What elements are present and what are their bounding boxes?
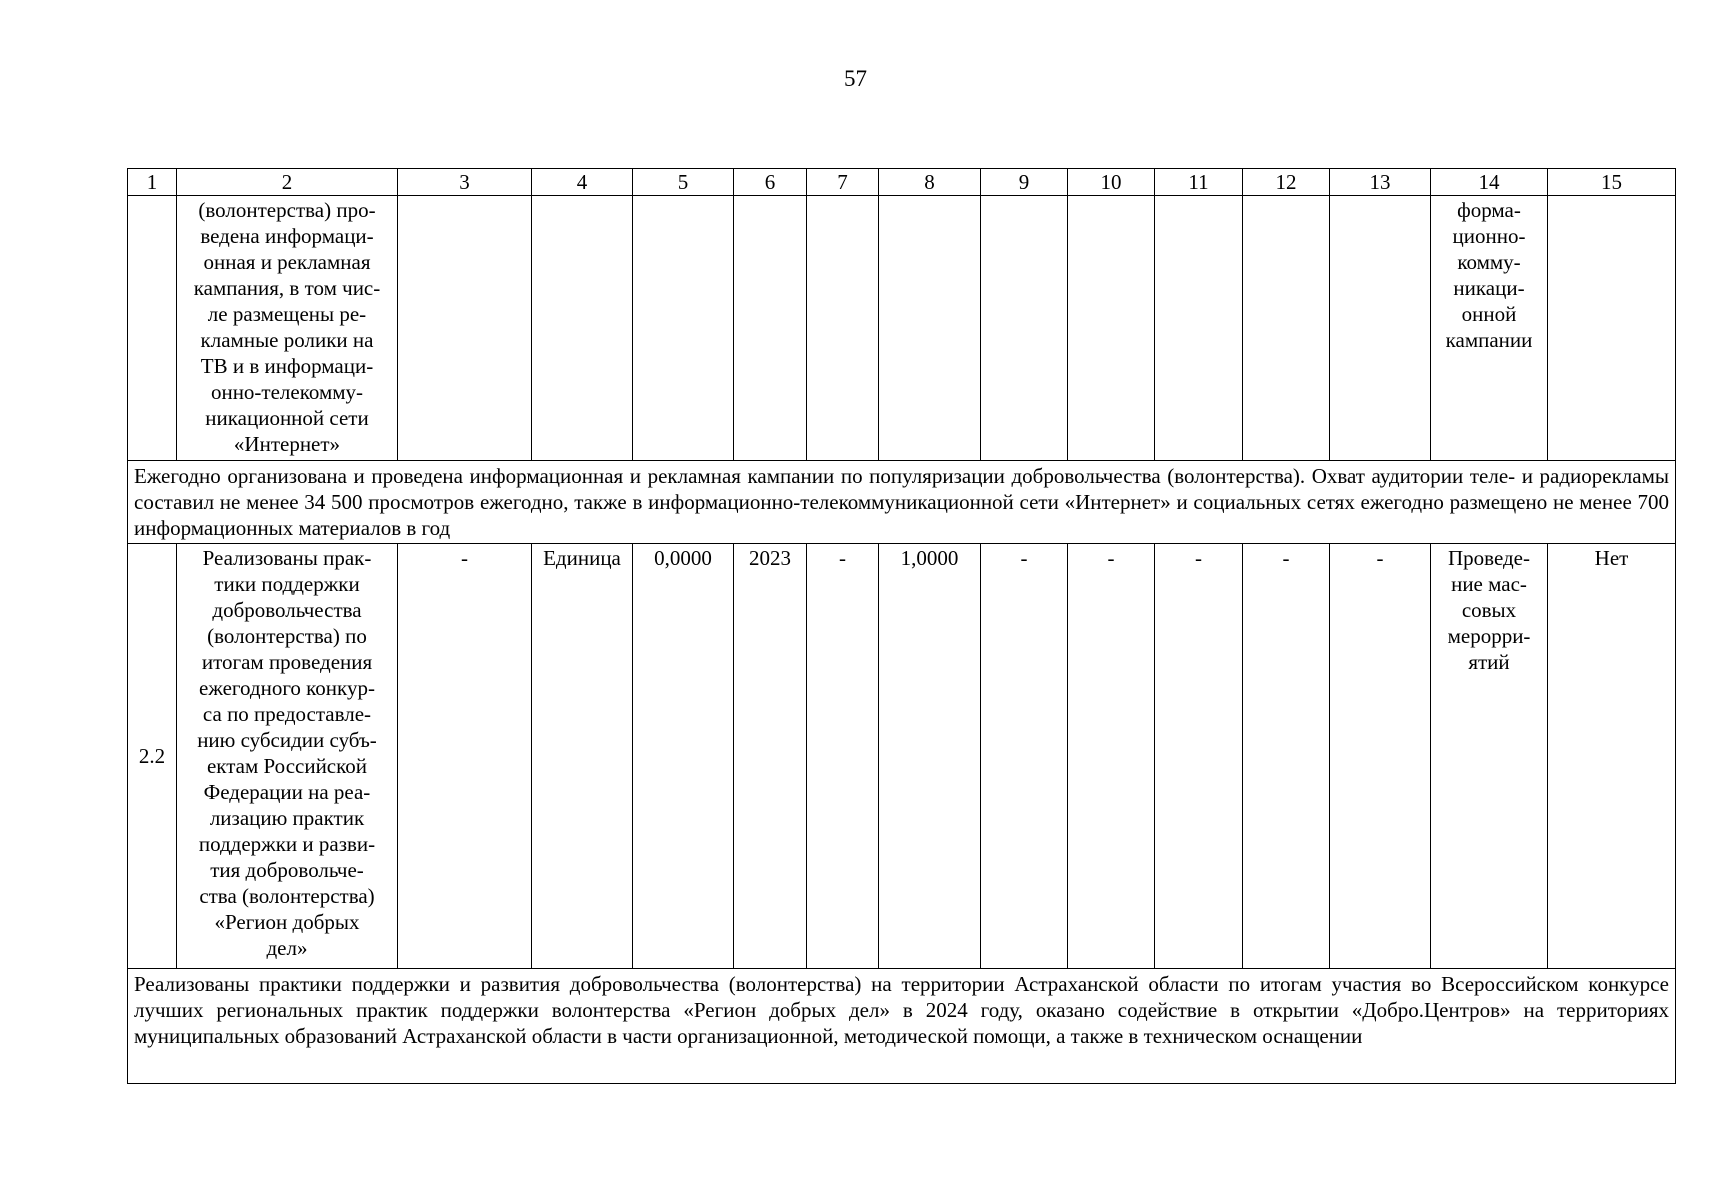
cell [1068, 196, 1155, 461]
cell-value: 1,0000 [879, 544, 981, 969]
col-header: 6 [734, 169, 807, 196]
col-header: 12 [1243, 169, 1330, 196]
cell [879, 196, 981, 461]
cell-value: - [1330, 544, 1431, 969]
cell-unit: Единица [532, 544, 633, 969]
cell-value: - [398, 544, 532, 969]
cell [1548, 196, 1676, 461]
col-header: 7 [807, 169, 879, 196]
col-header: 10 [1068, 169, 1155, 196]
col-header: 3 [398, 169, 532, 196]
cell-value: - [1155, 544, 1243, 969]
cell [1243, 196, 1330, 461]
cell-result-name: Реализованы прак- тики поддержки добровольчества (волонтерства) по итогам проведения ежегодного конкур- са по предоставле- нию субсидии субъ- ектам Российской Федерации на реа- лизацию практик поддержки и разви- тия добровольче- ства (волонтерства) «Регион добрых дел» [177, 544, 398, 969]
cell-value: - [1068, 544, 1155, 969]
cell-result-name: (волонтерства) про- ведена информаци- онная и рекламная кампания, в том чис- ле размещены ре- кламные ролики на ТВ и в информаци- онно-телекомму- никационной сети «Интернет» [177, 196, 398, 461]
col-header: 13 [1330, 169, 1431, 196]
cell-base-year: 2023 [734, 544, 807, 969]
cell-value: - [981, 544, 1068, 969]
col-header: 8 [879, 169, 981, 196]
cell-value: - [1243, 544, 1330, 969]
indicators-table [127, 168, 1676, 1084]
col-header: 14 [1431, 169, 1548, 196]
table-row-continued [128, 196, 1676, 461]
cell [1155, 196, 1243, 461]
page-number: 57 [844, 66, 867, 91]
summary-text: Ежегодно организована и проведена информационная и рекламная кампании по популяризации добровольчества (волонтерства). Охват аудитории теле- и радиорекламы составил не менее 34 500 просмотров ежегодно, также в информационно-телекоммуникационной сети «Интернет» и социальных сетях ежегодно размещено не менее 700 информационных материалов в год [128, 461, 1676, 544]
cell-value: - [807, 544, 879, 969]
col-header: 4 [532, 169, 633, 196]
cell-base-value: 0,0000 [633, 544, 734, 969]
cell [398, 196, 532, 461]
cell [807, 196, 879, 461]
cell [981, 196, 1068, 461]
cell-number [128, 196, 177, 461]
col-header: 11 [1155, 169, 1243, 196]
cell [633, 196, 734, 461]
col-header: 9 [981, 169, 1068, 196]
summary-row [128, 969, 1676, 1084]
col-header: 1 [128, 169, 177, 196]
column-number-row [128, 169, 1676, 196]
table-row-2-2 [128, 544, 1676, 969]
cell-number: 2.2 [128, 544, 177, 969]
col-header: 15 [1548, 169, 1676, 196]
cell-result-type: Проведе- ние мас- совых мероpри- ятий [1431, 544, 1548, 969]
summary-row [128, 461, 1676, 544]
cell [532, 196, 633, 461]
summary-text: Реализованы практики поддержки и развития добровольчества (волонтерства) на территории Астраханской области по итогам участия во Всероссийском конкурсе лучших региональных практик поддержки волонтерства «Регион добрых дел» в 2024 году, оказано содействие в открытии «Добро.Центров» на территориях муниципальных образований Астраханской области в части организационной, методической помощи, а также в техническом оснащении [128, 969, 1676, 1084]
cell [1330, 196, 1431, 461]
cell [734, 196, 807, 461]
cell-result-type: форма- ционно- комму- никаци- онной кампании [1431, 196, 1548, 461]
col-header: 2 [177, 169, 398, 196]
cell-flag: Нет [1548, 544, 1676, 969]
col-header: 5 [633, 169, 734, 196]
